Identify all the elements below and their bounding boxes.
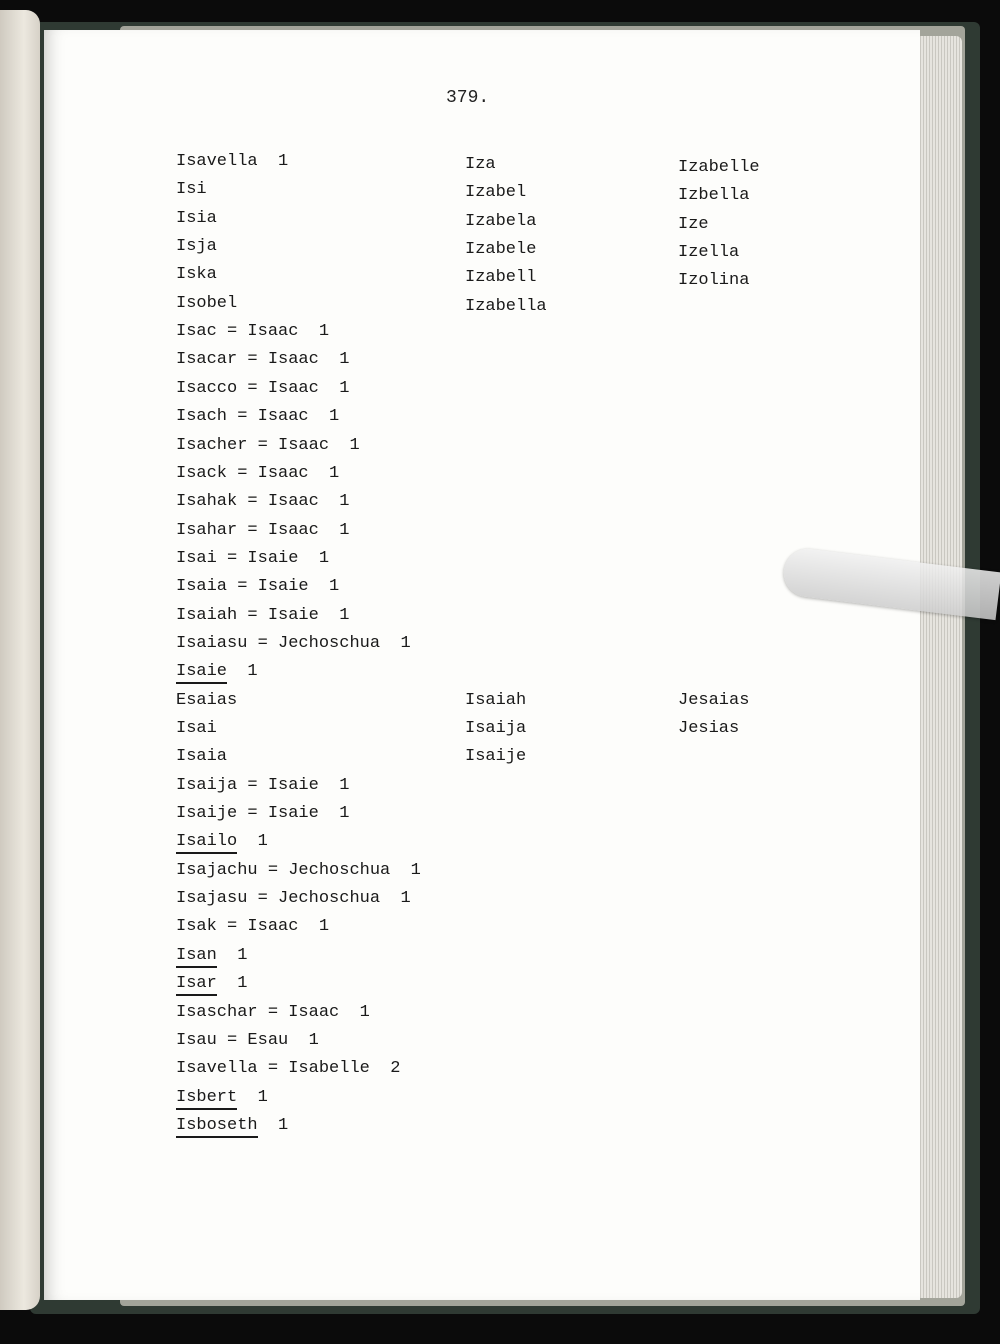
- variant-col1: Isai: [176, 719, 217, 738]
- index-entry: [176, 492, 349, 512]
- index-entry: [176, 606, 349, 626]
- index-entry: [176, 407, 339, 427]
- entry-reference: = Isaie 1: [237, 775, 350, 795]
- variant-col2: Isaija: [465, 719, 527, 738]
- index-entry: [176, 322, 329, 342]
- entry-reference: = Isaac 1: [216, 917, 330, 937]
- index-entry: [176, 436, 360, 456]
- entry-reference: = Jechoschua 1: [247, 889, 411, 909]
- entry-name: Isac: [176, 322, 217, 342]
- entry-name: Isaie: [176, 662, 227, 684]
- variant-col1: Esaias: [176, 690, 238, 710]
- name-col3: Izolina: [678, 271, 750, 291]
- entry-reference: 1: [237, 832, 268, 852]
- entry-reference: = Isaac 1: [237, 520, 350, 540]
- entry-name: Isaia: [176, 577, 228, 597]
- entry-name: Isacar: [176, 350, 238, 370]
- variant-col2: Isaije: [465, 747, 527, 767]
- index-entry: [176, 1116, 288, 1136]
- entry-reference: 1: [237, 1087, 268, 1107]
- entry-name: Isaija: [176, 775, 238, 795]
- index-entry: [176, 776, 349, 796]
- left-page-edge: [0, 10, 40, 1310]
- name-col2: Izabele: [465, 240, 537, 260]
- book-page: [44, 30, 920, 1300]
- index-entry: [176, 917, 329, 937]
- entry-reference: = Jechoschua 1: [257, 860, 421, 880]
- index-entry: [176, 379, 349, 399]
- entry-name: Isbert: [176, 1088, 237, 1110]
- entry-reference: = Isaie 1: [216, 548, 330, 568]
- entry-reference: = Isaac 1: [237, 492, 350, 512]
- entry-name: Isaiah: [176, 605, 238, 625]
- entry-name: Isahar: [176, 520, 238, 540]
- variant-col3: Jesaias: [678, 690, 750, 710]
- name-col1: Isavella 1: [176, 152, 289, 171]
- entry-reference: = Isaie 1: [237, 804, 350, 824]
- index-entry: [176, 861, 421, 881]
- entry-reference: = Isaac 1: [227, 463, 340, 483]
- index-entry: [176, 521, 349, 541]
- entry-reference: = Isaie 1: [227, 577, 340, 597]
- entry-reference: = Isaac 1: [257, 1002, 370, 1022]
- entry-name: Isar: [176, 974, 217, 996]
- entry-reference: = Esau 1: [216, 1030, 319, 1050]
- index-entry: [176, 974, 247, 994]
- variant-col3: Jesias: [678, 719, 740, 738]
- index-entry: [176, 662, 258, 682]
- index-entry: [176, 464, 339, 484]
- index-entry: [176, 634, 411, 654]
- index-entry: [176, 1088, 268, 1108]
- entry-reference: = Isaac 1: [237, 350, 350, 370]
- entry-name: Isan: [176, 946, 217, 968]
- entry-name: Isacher: [176, 435, 248, 455]
- entry-name: Isajachu: [176, 860, 258, 880]
- name-col3: Ize: [678, 214, 709, 234]
- entry-reference: 1: [216, 945, 248, 965]
- entry-name: Isacco: [176, 378, 238, 398]
- entry-name: Isaije: [176, 804, 238, 824]
- index-entry: [176, 946, 247, 966]
- name-col1: Isi: [176, 180, 207, 200]
- name-col3: Izbella: [678, 186, 750, 206]
- entry-name: Isahak: [176, 492, 238, 512]
- entry-name: Isailo: [176, 832, 237, 854]
- index-entry: [176, 832, 268, 852]
- entry-name: Isavella: [176, 1059, 258, 1079]
- index-entry: [176, 1031, 319, 1051]
- entry-name: Isack: [176, 463, 228, 483]
- index-entry: [176, 889, 411, 909]
- variant-col2: Isaiah: [465, 690, 527, 710]
- name-col3: Izella: [678, 243, 740, 263]
- entry-reference: = Isaie 1: [237, 605, 350, 625]
- entry-name: Isau: [176, 1030, 217, 1050]
- entry-name: Isak: [176, 917, 217, 937]
- name-col2: Izabella: [465, 296, 547, 316]
- name-col2: Izabela: [465, 211, 537, 231]
- index-entry: [176, 1059, 400, 1079]
- entry-reference: = Isabelle 2: [257, 1059, 401, 1079]
- name-col2: Izabell: [465, 268, 537, 288]
- variant-col1: Isaia: [176, 747, 228, 767]
- entry-name: Isboseth: [176, 1116, 258, 1138]
- index-entry: [176, 1003, 370, 1023]
- entry-reference: = Isaac 1: [247, 435, 360, 455]
- entry-reference: = Isaac 1: [216, 322, 330, 342]
- entry-name: Isaiasu: [176, 633, 248, 653]
- name-col1: Isobel: [176, 293, 238, 313]
- index-entry: [176, 577, 339, 597]
- entry-reference: = Isaac 1: [237, 378, 350, 398]
- entry-reference: = Isaac 1: [227, 407, 340, 427]
- entry-reference: 1: [257, 1115, 289, 1135]
- name-col1: Iska: [176, 265, 217, 285]
- name-col2: Iza: [465, 155, 496, 174]
- index-entry: [176, 350, 349, 370]
- entry-reference: 1: [216, 974, 248, 994]
- index-entry: [176, 549, 329, 569]
- name-col1: Isia: [176, 208, 217, 228]
- name-col1: Isja: [176, 237, 217, 257]
- entry-name: Isach: [176, 407, 228, 427]
- page-number: 379.: [446, 88, 490, 108]
- index-entry: [176, 804, 349, 824]
- entry-reference: = Jechoschua 1: [247, 633, 411, 653]
- entry-name: Isai: [176, 548, 217, 568]
- entry-reference: 1: [227, 662, 258, 682]
- name-col2: Izabel: [465, 183, 527, 203]
- name-col3: Izabelle: [678, 158, 760, 177]
- entry-name: Isaschar: [176, 1002, 258, 1022]
- entry-name: Isajasu: [176, 889, 248, 909]
